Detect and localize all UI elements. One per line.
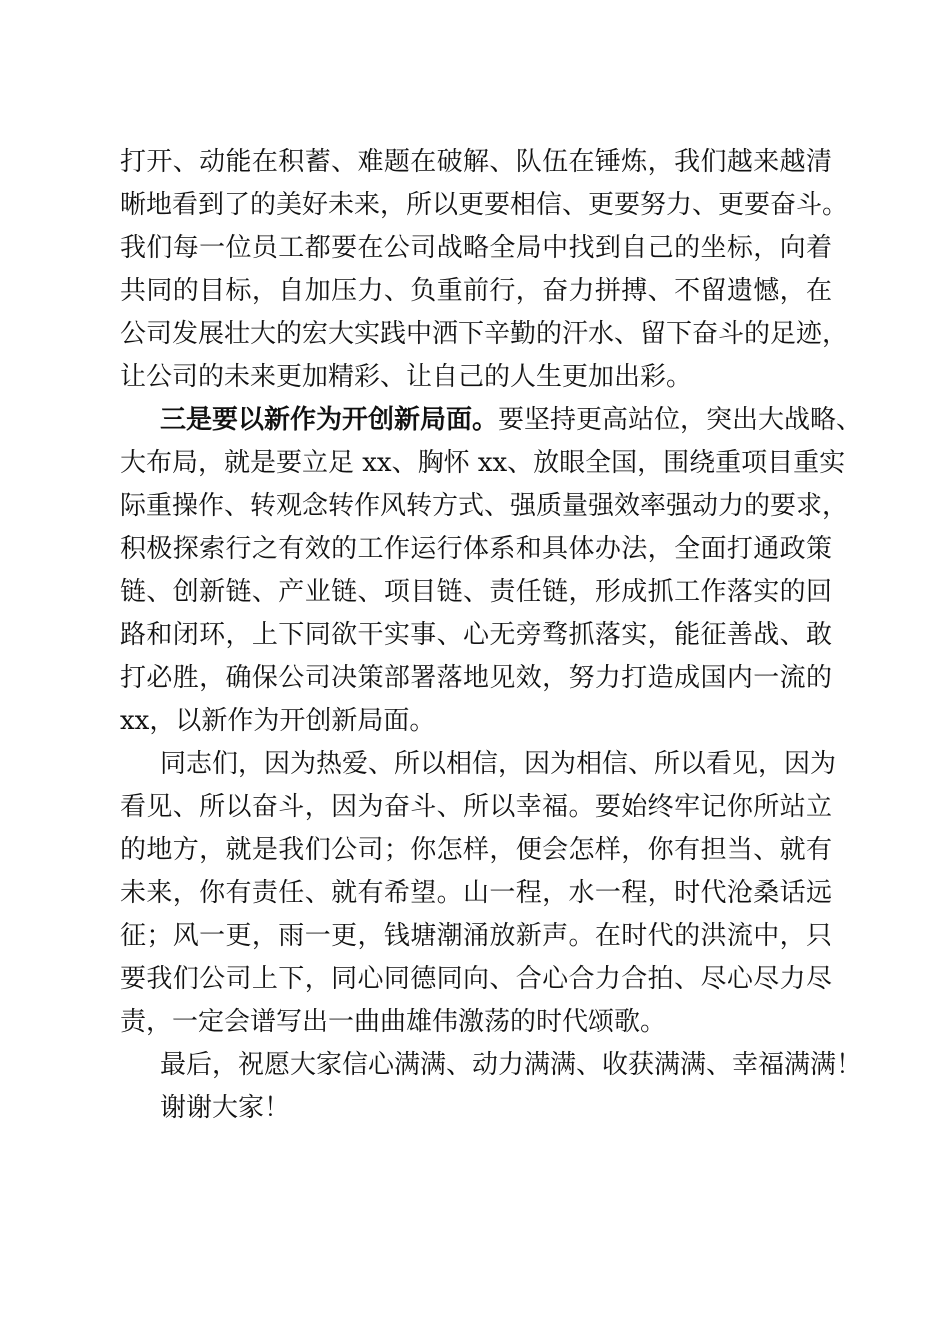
text-line: 公司发展壮大的宏大实践中洒下辛勤的汗水、留下奋斗的足迹， xyxy=(120,319,849,349)
paragraph-comrades xyxy=(120,743,837,1044)
text-line: 我们每一位员工都要在公司战略全局中找到自己的坐标，向着 xyxy=(120,233,832,263)
paragraph-wishes xyxy=(120,1044,863,1087)
text-line: 责，一定会谱写出一曲曲雄伟激荡的时代颂歌。 xyxy=(120,1007,667,1037)
text-line: 大布局，就是要立足 xx、胸怀 xx、放眼全国，围绕重项目重实 xyxy=(120,448,846,478)
text-line: 共同的目标，自加压力、负重前行，奋力拼搏、不留遗憾，在 xyxy=(120,276,832,306)
paragraph-thanks xyxy=(120,1087,832,1130)
text-line: 路和闭环，上下同欲干实事、心无旁骛抓落实，能征善战、敢 xyxy=(120,620,832,650)
text-line: 让公司的未来更加精彩、让自己的人生更加出彩。 xyxy=(120,362,693,392)
text-line: 同志们，因为热爱、所以相信，因为相信、所以看见，因为 xyxy=(160,749,837,779)
text-line: 最后，祝愿大家信心满满、动力满满、收获满满、幸福满满！ xyxy=(160,1050,863,1080)
text-line: 打开、动能在积蓄、难题在破解、队伍在锤炼，我们越来越清 xyxy=(120,147,832,177)
text-line: 链、创新链、产业链、项目链、责任链，形成抓工作落实的回 xyxy=(120,577,832,607)
text-line: 的地方，就是我们公司；你怎样，便会怎样，你有担当、就有 xyxy=(120,835,832,865)
text-line: 未来，你有责任、就有希望。山一程，水一程，时代沧桑话远 xyxy=(120,878,832,908)
section-heading: 三是要以新作为开创新局面。 xyxy=(160,405,499,435)
text-line xyxy=(120,399,863,442)
text-line: 谢谢大家！ xyxy=(160,1093,291,1123)
text-line: 晰地看到了的美好未来，所以更要相信、更要努力、更要奋斗。 xyxy=(120,190,849,220)
text-line: 征；风一更，雨一更，钱塘潮涌放新声。在时代的洪流中，只 xyxy=(120,921,832,951)
paragraph-new-achievements xyxy=(120,399,863,743)
text-line: 要我们公司上下，同心同德同向、合心合力合拍、尽心尽力尽 xyxy=(120,964,832,994)
text-line: 际重操作、转观念转作风转方式、强质量强效率强动力的要求， xyxy=(120,491,849,521)
text-span: 要坚持更高站位，突出大战略、 xyxy=(498,405,863,435)
text-line: 打必胜，确保公司决策部署落地见效，努力打造成国内一流的 xyxy=(120,663,832,693)
paragraph-continuation xyxy=(120,141,849,399)
text-line: 看见、所以奋斗，因为奋斗、所以幸福。要始终牢记你所站立 xyxy=(120,792,832,822)
document-body xyxy=(120,141,863,1130)
text-line: xx，以新作为开创新局面。 xyxy=(120,706,436,736)
text-line: 积极探索行之有效的工作运行体系和具体办法，全面打通政策 xyxy=(120,534,832,564)
